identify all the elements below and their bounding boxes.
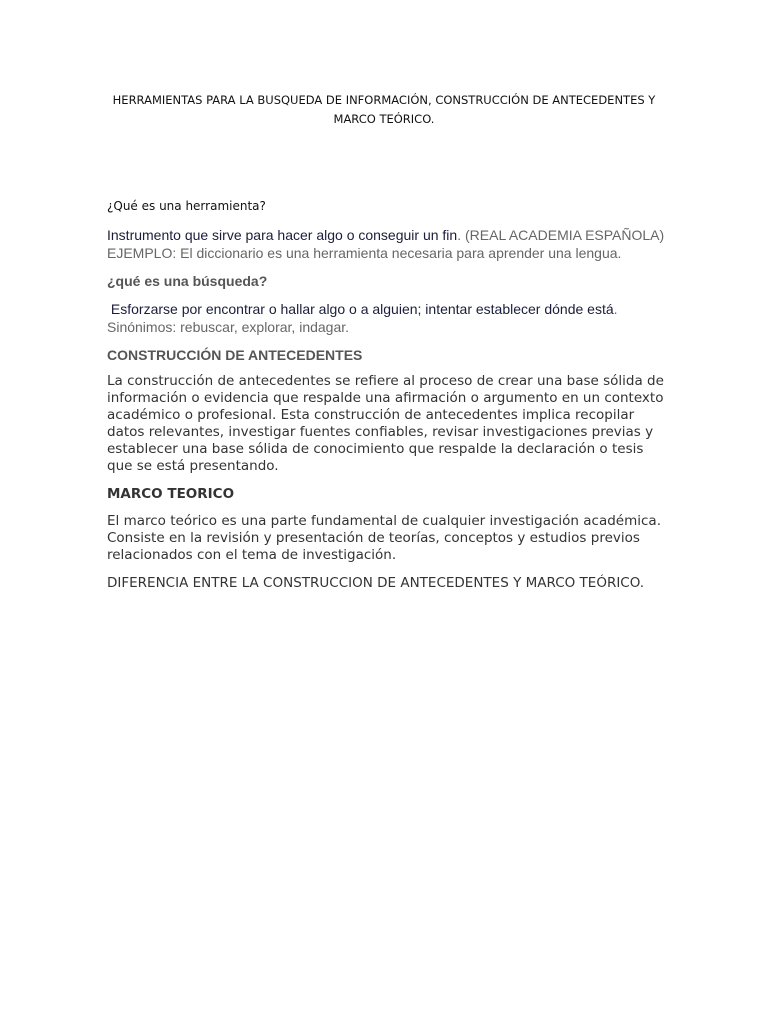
question-tool: ¿Qué es una herramienta? [107,199,266,213]
document-title: HERRAMIENTAS PARA LA BUSQUEDA DE INFORMACIÓN, CONSTRUCCIÓN DE ANTECEDENTES Y MARCO TEÓRICO. [112,93,656,126]
tool-definition-paragraph [107,226,667,262]
search-period: . [613,301,618,317]
antecedentes-heading: CONSTRUCCIÓN DE ANTECEDENTES [107,347,363,363]
tool-definition: Instrumento que sirve para hacer algo o conseguir un fin [107,227,458,243]
diferencia-heading: DIFERENCIA ENTRE LA CONSTRUCCION DE ANTECEDENTES Y MARCO TEÓRICO. [107,575,645,591]
marco-teorico-heading: MARCO TEORICO [107,486,235,502]
marco-teorico-paragraph: El marco teórico es una parte fundamental de cualquier investigación académica. Consiste en la revisión y presentación de teorías, conceptos y estudios previos relacionados con el tema de investigación. [107,513,661,563]
tool-source: . (REAL ACADEMIA ESPAÑOLA) [457,227,665,243]
tool-example: EJEMPLO: El diccionario es una herramienta necesaria para aprender una lengua. [107,245,622,261]
antecedentes-paragraph: La construcción de antecedentes se refiere al proceso de crear una base sólida de información o evidencia que respalde una afirmación o argumento en un contexto académico o profesional. Esta construcción de antecedentes implica recopilar datos relevantes, investigar fuentes confiables, revisar investigaciones previas y establecer una base sólida de conocimiento que respalde la declaración o tesis que se está presentando. [107,373,664,474]
search-definition-paragraph [107,300,667,336]
search-definition: Esforzarse por encontrar o hallar algo o a alguien; intentar establecer dónde está [107,301,614,317]
search-synonyms: Sinónimos: rebuscar, explorar, indagar. [107,319,350,335]
question-search: ¿qué es una búsqueda? [107,273,268,289]
